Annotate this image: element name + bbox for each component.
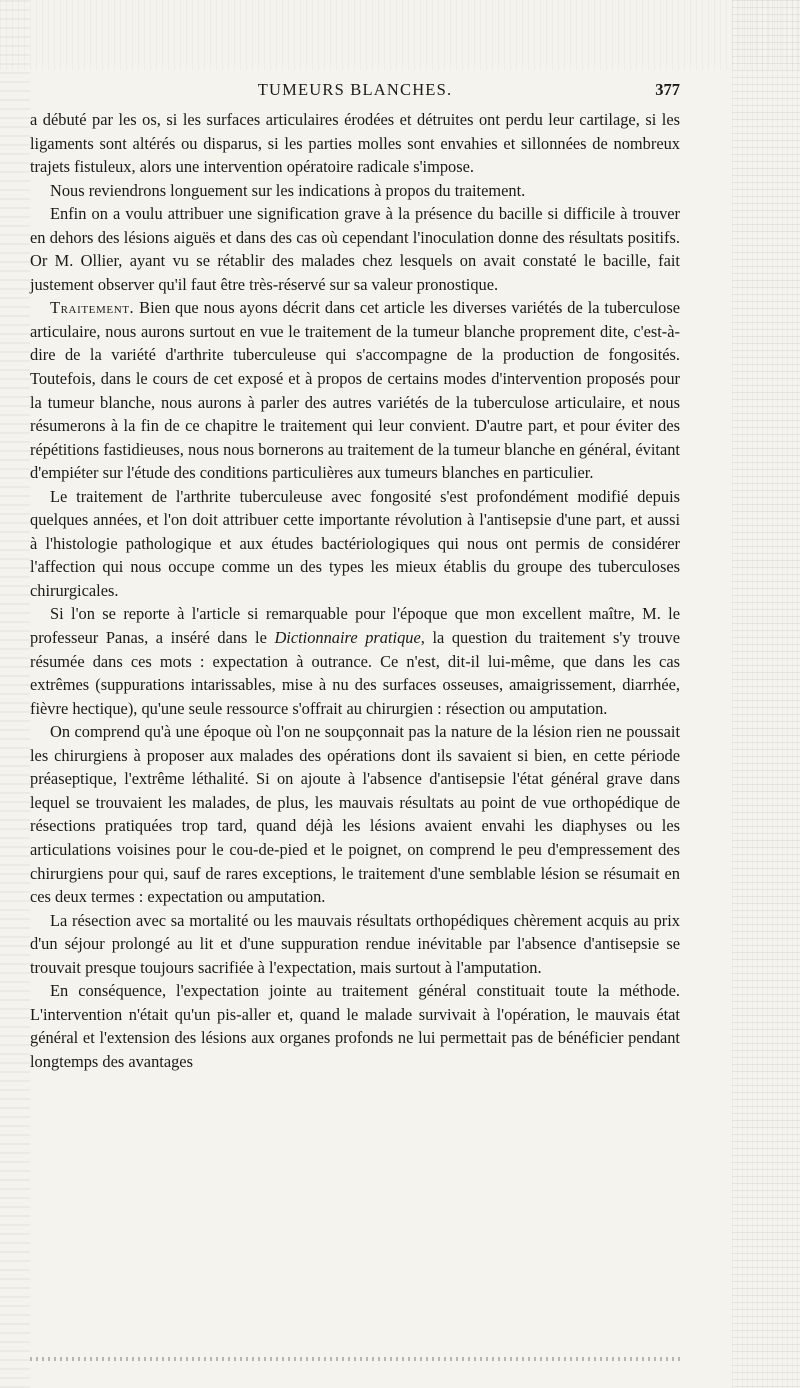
paragraph-5: Le traitement de l'arthrite tuberculeuse avec fongosité s'est profondément modifié depuis quelques années, et l'on doit attribuer cette importante révolution à l'antisepsie d'une part, et aussi à l'histologie pathologique et aux études bactériologiques qui nous ont permis de considérer l'affection qui nous occupe comme un des types les mieux établis du groupe des tuberculoses chirurgicales. [30,486,680,600]
scan-noise-bottom [30,1357,680,1361]
section-label-traitement: Traitement. [50,298,135,318]
paragraph-6-before: Si l'on se reporte à l'article si remarquable pour l'époque que mon excellent maître, M. le professeur Panas, a inséré dans le [30,604,680,648]
paragraph-6-after: , la question du traitement s'y trouve résumée dans ces mots : expectation à outrance. Ce n'est, dit-il lui-même, que dans les cas extrêmes (suppurations intarissables, mise à nu des surfaces osseuses, amaigrissement, diarrhée, fièvre hectique), qu'une seule ressource s'offrait au chirurgien : résection ou amputation. [30,628,681,718]
scan-noise-top [0,0,800,70]
paragraph-2: Nous reviendrons longuement sur les indications à propos du traitement. [50,180,526,200]
paragraph-7: On comprend qu'à une époque où l'on ne soupçonnait pas la nature de la lésion rien ne poussait les chirurgiens à proposer aux malades des opérations dont ils savaient si bien, en cette période préaseptique, l'extrême léthalité. Si on ajoute à l'absence d'antisepsie l'état général grave dans lequel se trouvaient les malades, de plus, les mauvais résultats au point de vue orthopédique de résections pratiquées trop tard, quand déjà les lésions avaient envahi les diaphyses ou les articulations voisines pour le cou-de-pied et le poignet, on comprend le peu d'empressement des chirurgiens pour qui, sauf de rares exceptions, le traitement d'une semblable lésion se résumait en ces deux termes : expectation ou amputation. [30,722,680,907]
paragraph-4-text: Bien que nous ayons décrit dans cet article les diverses variétés de la tuberculose articulaire, nous aurons surtout en vue le traitement de la tumeur blanche proprement dite, c'est-à-dire de la variété d'arthrite tuberculeuse qui s'accompagne de la production de fongosités. Toutefois, dans le cours de cet exposé et à propos de certains modes d'intervention proposés pour la tumeur blanche, nous aurons à parler des autres variétés de la tuberculose articulaire, et nous résumerons à la fin de ce chapitre le traitement qui leur convient. D'autre part, et pour éviter des répétitions fastidieuses, nous nous bornerons au traitement de la tumeur blanche en général, évitant d'empiéter sur l'étude des conditions particulières aux tumeurs blanches en particulier. [30,298,680,483]
page-header [30,80,680,104]
page-number: 377 [655,80,680,99]
paragraph-6 [30,602,680,720]
scan-noise-left-margin [0,0,30,1388]
running-title: TUMEURS BLANCHES. [257,80,453,99]
paragraph-1: a débuté par les os, si les surfaces articulaires érodées et détruites ont perdu leur cartilage, si les ligaments sont altérés ou disparus, si les parties molles sont envahies et sillonnées de nombreux trajets fistuleux, alors une intervention opératoire radicale s'impose. [30,110,680,177]
paragraph-8: La résection avec sa mortalité ou les mauvais résultats orthopédiques chèrement acquis au prix d'un séjour prolongé au lit et d'une suppuration rendue inévitable par l'absence d'antisepsie se trouvait presque toujours sacrifiée à l'expectation, mais surtout à l'amputation. [30,910,680,977]
paragraph-3: Enfin on a voulu attribuer une signification grave à la présence du bacille si difficile à trouver en dehors des lésions aiguës et dans des cas où cependant l'inoculation donne des résultats positifs. Or M. Ollier, ayant vu se rétablir des malades chez lesquels on avait constaté le bacille, fait justement observer qu'il faut être très-réservé sur sa valeur pronostique. [30,204,680,294]
paragraph-4 [30,296,680,484]
scan-noise-right-margin [732,0,800,1388]
body-text [30,108,680,1073]
dictionnaire-title: Dictionnaire pratique [274,628,421,648]
paragraph-9: En conséquence, l'expectation jointe au traitement général constituait toute la méthode. L'intervention n'était qu'un pis-aller et, quand le malade survivait à l'opération, le mauvais état général et l'extension des lésions aux organes profonds ne lui permettait pas de bénéficier pendant longtemps des avantages [30,981,680,1071]
